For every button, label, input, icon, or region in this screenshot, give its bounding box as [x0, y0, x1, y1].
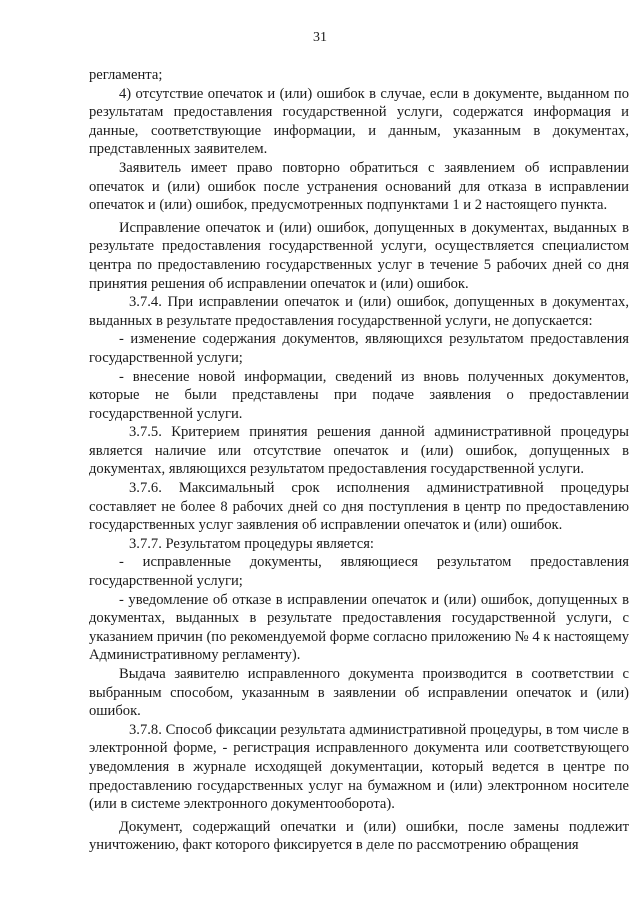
paragraph: 3.7.6. Максимальный срок исполнения административной процедуры составляет не более 8 рабочих дней со дня поступления в центр по предоставлению государственных услуг заявления об исправлении опечаток и (или) ошибок. [89, 480, 629, 534]
list-item: - уведомление об отказе в исправлении опечаток и (или) ошибок, допущенных в документах, выданных в результате предоставления государственной услуги, с указанием причин (по рекомендуемой форме согласно приложению № 4 к настоящему Административному регламенту). [89, 591, 629, 664]
paragraph: Выдача заявителю исправленного документа производится в соответствии с выбранным способом, указанным в заявлении об исправлении опечаток и (или) ошибок. [89, 666, 629, 720]
paragraph: регламента; [89, 67, 163, 83]
paragraph: 3.7.5. Критерием принятия решения данной административной процедуры является наличие или отсутствие опечаток и (или) ошибок, допущенных в документах, являющихся результатом предоставления государственной услуги. [89, 424, 629, 478]
list-item: - исправленные документы, являющиеся результатом предоставления государственной услуги; [89, 554, 629, 590]
page-number: 31 [313, 30, 327, 45]
list-item: - изменение содержания документов, являющихся результатом предоставления государственной услуги; [89, 331, 629, 366]
list-item: - внесение новой информации, сведений из вновь полученных документов, которые не были представлены при подаче заявления о предоставлении государственной услуги. [89, 368, 629, 422]
paragraph: 3.7.8. Способ фиксации результата административной процедуры, в том числе в электронной форме, - регистрация исправленного документа или соответствующего уведомления в журнале исходящей документации, который ведется в центре по предоставлению государственных услуг на бумажном и (или) электронном носителе (или в системе электронного документооборота). [89, 721, 629, 813]
paragraph: 3.7.4. При исправлении опечаток и (или) ошибок, допущенных в документах, выданных в результате предоставления государственной услуги, не допускается: [89, 294, 629, 329]
document-body [89, 66, 629, 855]
paragraph: Заявитель имеет право повторно обратиться с заявлением об исправлении опечаток и (или) ошибок после устранения оснований для отказа в исправлении опечаток и (или) ошибок, предусмотренных подпунктами 1 и 2 настоящего пункта. [89, 159, 629, 214]
paragraph: 3.7.7. Результатом процедуры является: [129, 535, 374, 552]
paragraph: Документ, содержащий опечатки и (или) ошибки, после замены подлежит уничтожению, факт которого фиксируется в деле по рассмотрению обращения [89, 818, 629, 854]
paragraph: 4) отсутствие опечаток и (или) ошибок в случае, если в документе, выданном по результатам предоставления государственной услуги, содержатся информация и данные, соответствующие информации, и данным, указанным в документах, представленных заявителем. [89, 85, 629, 158]
paragraph: Исправление опечаток и (или) ошибок, допущенных в документах, выданных в результате предоставления государственной услуги, осуществляется специалистом центра по предоставлению государственных услуг в течение 5 рабочих дней со дня принятия решения об исправлении опечаток и (или) ошибок. [89, 219, 629, 292]
